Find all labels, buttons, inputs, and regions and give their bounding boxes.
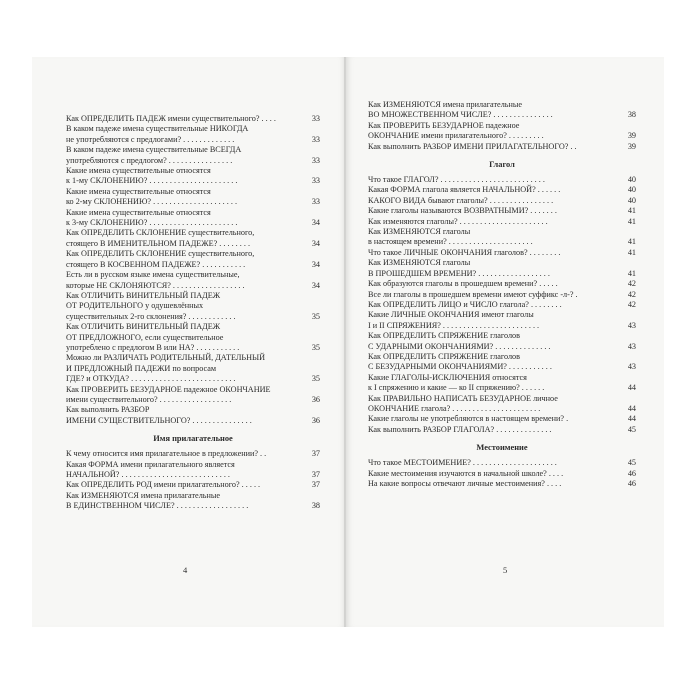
toc-entry-page: 45 [627,424,636,434]
toc-entry-text: Какие глаголы не употребляются в настоящем времени? . [368,414,569,424]
toc-entry-page: 41 [627,247,636,257]
toc-entry [368,206,636,216]
toc-entry-text: Какие имена существительные относятся к 1-му СКЛОНЕНИЮ? . . . . . . . . . . . . . . . . . . . . . . [66,166,238,186]
toc-entry-text: Какие ГЛАГОЛЫ-ИСКЛЮЧЕНИЯ относятся к I спряжению и какие — ко II спряжению? . . . . . . [368,372,545,393]
toc-entry [368,373,636,394]
toc-entry [66,249,320,270]
toc-entry [368,352,636,373]
toc-entry-page: 34 [311,280,320,290]
toc-entry-text: В каком падеже имена существительные ВСЕГДА употребляются с предлогом? . . . . . . . . . . . . . . . . [66,145,242,165]
toc-entry-page: 42 [627,289,636,299]
toc-entry [368,479,636,489]
toc-entry [368,217,636,227]
toc-entry [66,124,320,145]
left-toc-list [66,114,320,426]
toc-entry-page: 33 [311,197,320,207]
toc-entry [368,100,636,121]
toc-entry-page: 43 [627,320,636,330]
toc-entry-page: 41 [627,206,636,216]
verb-toc-list [368,175,636,435]
toc-entry [368,227,636,248]
toc-entry [368,248,636,258]
left-page [32,57,346,627]
toc-entry-text: Что такое ЛИЧНЫЕ ОКОНЧАНИЯ глаголов? . . . . . . . . [368,247,561,257]
toc-entry-page: 40 [627,185,636,195]
toc-entry-text: Что такое ГЛАГОЛ? . . . . . . . . . . . . . . . . . . . . . . . . . . [368,175,545,185]
toc-entry [368,142,636,152]
toc-entry-text: Как ИЗМЕНЯЮТСЯ глаголы В ПРОШЕДШЕМ ВРЕМЕНИ? . . . . . . . . . . . . . . . . . . [368,258,550,278]
toc-entry-page: 46 [627,468,636,478]
section-title-verb: Глагол [489,160,515,170]
toc-entry-text: Есть ли в русском языке имена существительные, которые НЕ СКЛОНЯЮТСЯ? . . . . . . . . . . . . . . . . . . [66,270,245,290]
toc-entry-text: Как ОПРЕДЕЛИТЬ РОД имени прилагательного? . . . . . [66,480,261,490]
toc-entry-page: 33 [311,176,320,186]
toc-entry-text: Какие имена существительные относятся к 3-му СКЛОНЕНИЮ? . . . . . . . . . . . . . . . . . . . . . . [66,207,238,228]
toc-entry [66,145,320,166]
toc-entry-page: 36 [311,415,320,425]
toc-entry [368,310,636,331]
toc-entry-text: Как ОПРЕДЕЛИТЬ ЛИЦО и ЧИСЛО глагола? . . . . . . . . [368,299,562,309]
toc-entry-text: Какая ФОРМА глагола является НАЧАЛЬНОЙ? . . . . . . [368,185,561,195]
right-toc-column [368,100,636,489]
left-toc-column [66,114,320,512]
toc-entry [66,460,320,481]
toc-entry-page: 46 [627,479,636,488]
toc-entry-text: Какие глаголы называются ВОЗВРАТНЫМИ? . . . . . . . [368,206,557,216]
toc-entry-text: В каком падеже имена существительные НИКОГДА не употребляются с предлогами? . . . . . . . . . . . . . [66,124,249,144]
toc-entry [368,121,636,142]
toc-entry [368,331,636,352]
toc-entry [66,385,320,406]
toc-entry-page: 35 [311,311,320,321]
toc-entry [66,480,320,490]
toc-entry [66,449,320,459]
toc-entry [368,394,636,415]
toc-entry-text: Как ОТЛИЧИТЬ ВИНИТЕЛЬНЫЙ ПАДЕЖ ОТ ПРЕДЛОЖНОГО, если существительное употреблено с предлогом В или НА? . . . . . . . . . . . [66,322,240,352]
toc-entry-page: 41 [627,268,636,278]
toc-entry [66,353,320,384]
toc-entry-text: Как изменяются глаголы? . . . . . . . . . . . . . . . . . . . . . . [368,216,548,226]
toc-entry-page: 37 [311,449,320,459]
toc-entry-page: 33 [311,114,320,123]
toc-entry-page: 45 [627,458,636,468]
toc-entry-page: 42 [627,299,636,309]
right-page [346,57,664,627]
toc-entry-text: Как ОПРЕДЕЛИТЬ СКЛОНЕНИЕ существительного, стоящего В КОСВЕННОМ ПАДЕЖЕ? . . . . . . . . . . . [66,249,255,269]
toc-entry [368,458,636,468]
toc-entry-page: 41 [627,216,636,226]
toc-entry-page: 35 [311,374,320,384]
toc-entry-text: Как ОПРЕДЕЛИТЬ ПАДЕЖ имени существительного? . . . . [66,114,276,123]
toc-entry-text: Какие местоимения изучаются в начальной школе? . . . . [368,468,564,478]
toc-entry [66,187,320,208]
toc-entry-page: 33 [311,134,320,144]
toc-entry-text: Как выполнить РАЗБОР ИМЕНИ ПРИЛАГАТЕЛЬНОГО? . . [368,141,577,151]
toc-entry-page: 34 [311,259,320,269]
toc-entry [66,270,320,291]
toc-entry [368,196,636,206]
toc-entry [368,414,636,424]
toc-entry-text: Какие имена существительные относятся ко 2-му СКЛОНЕНИЮ? . . . . . . . . . . . . . . . . . . . . . [66,186,237,207]
toc-entry-text: КАКОГО ВИДА бывают глаголы? . . . . . . . . . . . . . . . . [368,195,554,205]
toc-entry-text: Какие ЛИЧНЫЕ ОКОНЧАНИЯ имеют глаголы I и II СПРЯЖЕНИЯ? . . . . . . . . . . . . . . . . . . . . . . . . [368,310,540,330]
adjective-toc-list [66,449,320,511]
toc-entry-text: Как ПРАВИЛЬНО НАПИСАТЬ БЕЗУДАРНОЕ личное ОКОНЧАНИЕ глагола? . . . . . . . . . . . . . . . . . . . . . . [368,393,558,413]
toc-entry-page: 44 [627,383,636,393]
toc-entry-page: 44 [627,414,636,424]
toc-entry-page: 42 [627,279,636,289]
toc-entry-text: Как ОПРЕДЕЛИТЬ СПРЯЖЕНИЕ глаголов С БЕЗУДАРНЫМИ ОКОНЧАНИЯМИ? . . . . . . . . . . . [368,351,552,372]
toc-entry-page: 44 [627,403,636,413]
toc-entry [66,322,320,353]
page-number-right: 5 [503,565,508,575]
toc-entry [368,300,636,310]
right-toc-list [368,100,636,152]
toc-entry-text: Как ОПРЕДЕЛИТЬ СКЛОНЕНИЕ существительного, стоящего В ИМЕНИТЕЛЬНОМ ПАДЕЖЕ? . . . . . . . . [66,228,255,248]
toc-entry-page: 34 [311,218,320,228]
toc-entry-page: 39 [627,141,636,151]
toc-entry-text: К чему относится имя прилагательное в предложении? . . [66,449,267,459]
toc-entry [368,469,636,479]
toc-entry-text: Все ли глаголы в прошедшем времени имеют суффикс -л-? . [368,289,578,299]
toc-entry-text: Как выполнить РАЗБОР ИМЕНИ СУЩЕСТВИТЕЛЬНОГО? . . . . . . . . . . . . . . . [66,405,252,425]
toc-entry-page: 33 [311,155,320,165]
toc-entry-text: Что такое МЕСТОИМЕНИЕ? . . . . . . . . . . . . . . . . . . . . . [368,458,557,468]
toc-entry-page: 38 [627,110,636,120]
toc-entry [368,258,636,279]
toc-entry-text: Как ПРОВЕРИТЬ БЕЗУДАРНОЕ падежное ОКОНЧАНИЕ имени прилагательного? . . . . . . . . . [368,120,544,141]
toc-entry-page: 39 [627,131,636,141]
toc-entry-text: Как ОТЛИЧИТЬ ВИНИТЕЛЬНЫЙ ПАДЕЖ ОТ РОДИТЕЛЬНОГО у одушевлённых существительных 2-го склонения? . . . . . . . . . . . . [66,290,236,321]
toc-entry-page: 37 [311,470,320,479]
toc-entry-text: Как выполнить РАЗБОР ГЛАГОЛА? . . . . . . . . . . . . . . [368,424,552,434]
toc-entry [66,166,320,187]
toc-entry [66,114,320,124]
toc-entry-text: Как ПРОВЕРИТЬ БЕЗУДАРНОЕ падежное ОКОНЧАНИЕ имени существительного? . . . . . . . . . . . . . . . . . . [66,384,271,404]
toc-entry-page: 43 [627,362,636,372]
section-title-pronoun: Местоимение [476,443,528,453]
toc-entry [368,185,636,195]
page-number-left: 4 [183,565,188,575]
toc-entry [66,405,320,426]
toc-entry-text: Какая ФОРМА имени прилагательного является НАЧАЛЬНОЙ? . . . . . . . . . . . . . . . . . . . . . . . . . . . [66,459,235,479]
toc-entry-page: 40 [627,195,636,205]
toc-entry-page: 34 [311,238,320,248]
toc-entry-page: 43 [627,341,636,351]
toc-entry [66,208,320,229]
toc-entry-text: Как ОПРЕДЕЛИТЬ СПРЯЖЕНИЕ глаголов С УДАРНЫМИ ОКОНЧАНИЯМИ? . . . . . . . . . . . . . . [368,331,551,351]
toc-entry-text: Как ИЗМЕНЯЮТСЯ имена прилагательные В ЕДИНСТВЕННОМ ЧИСЛЕ? . . . . . . . . . . . . . . . . . . [66,490,249,511]
toc-entry-page: 41 [627,237,636,247]
toc-entry-text: На какие вопросы отвечают личные местоимения? . . . . [368,479,562,488]
toc-entry [368,175,636,185]
toc-entry-text: Как ИЗМЕНЯЮТСЯ глаголы в настоящем времени? . . . . . . . . . . . . . . . . . . . . . [368,227,533,247]
toc-entry-page: 38 [311,501,320,511]
toc-entry-text: Как образуются глаголы в прошедшем времени? . . . . . [368,279,558,289]
toc-entry [368,425,636,435]
toc-entry-text: Можно ли РАЗЛИЧАТЬ РОДИТЕЛЬНЫЙ, ДАТЕЛЬНЫЙ И ПРЕДЛОЖНЫЙ ПАДЕЖИ по вопросам ГДЕ? и ОТКУДА? . . . . . . . . . . . . . . . . . . . . . . . . . . [66,353,266,384]
toc-entry-page: 40 [627,175,636,185]
toc-entry [66,291,320,322]
toc-entry [368,290,636,300]
toc-entry-page: 36 [311,394,320,404]
toc-entry [66,491,320,512]
toc-entry-text: Как ИЗМЕНЯЮТСЯ имена прилагательные ВО МНОЖЕСТВЕННОМ ЧИСЛЕ? . . . . . . . . . . . . . . . [368,100,553,120]
section-title-adjective: Имя прилагательное [153,434,233,444]
toc-entry [66,228,320,249]
pronoun-toc-list [368,458,636,489]
toc-entry-page: 35 [311,342,320,352]
toc-entry [368,279,636,289]
toc-entry-page: 37 [311,480,320,490]
